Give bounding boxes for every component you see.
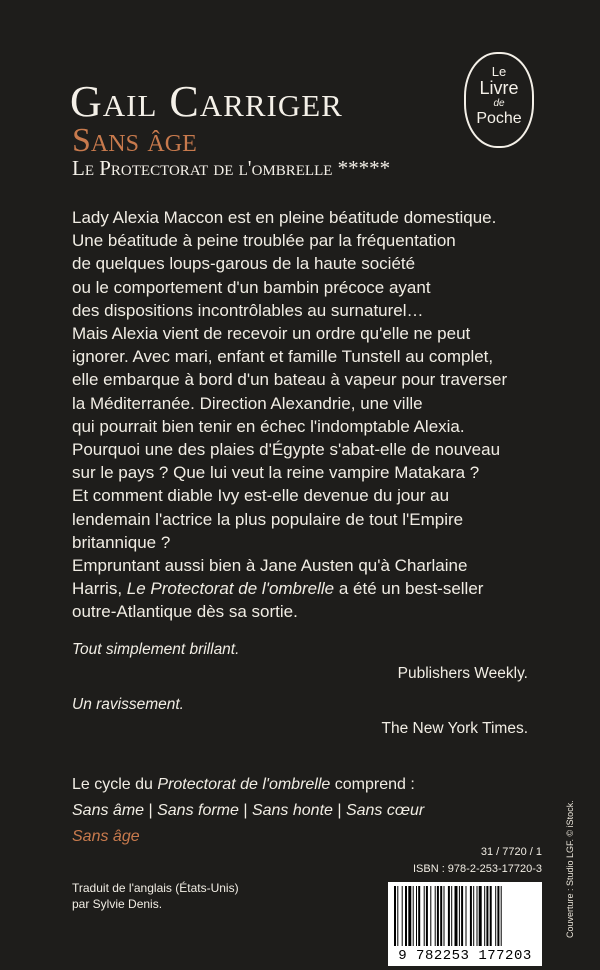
cycle-title: Sans honte xyxy=(251,802,333,819)
barcode-bar xyxy=(459,886,460,946)
isbn-code: ISBN : 978-2-253-17720-3 xyxy=(412,863,542,875)
isbn-barcode xyxy=(388,882,542,966)
barcode-bar xyxy=(473,886,474,946)
blurb-paragraph-2 xyxy=(72,322,542,554)
blurb-line: Et comment diable Ivy est-elle devenue du jour au xyxy=(72,486,450,506)
series-title: Le Protectorat de l'ombrelle ***** xyxy=(72,156,391,180)
blurb-line: de quelques loups-garous de la haute société xyxy=(72,254,416,274)
book-title: Sans âge xyxy=(72,122,197,159)
blurb-line: Harris, xyxy=(72,579,127,599)
cycle-intro-end: comprend : xyxy=(330,776,415,793)
translator-line: Traduit de l'anglais (États-Unis) xyxy=(72,881,239,895)
barcode-bar xyxy=(402,886,403,946)
barcode-bar xyxy=(470,886,472,946)
review-quote: Un ravissement. xyxy=(72,696,184,713)
barcode-bar xyxy=(479,886,482,946)
blurb-paragraph-3 xyxy=(72,554,542,624)
barcode-bar xyxy=(408,886,411,946)
translator-line: par Sylvie Denis. xyxy=(72,897,163,911)
barcode-bar xyxy=(484,886,485,946)
cycle-separator: | xyxy=(332,802,346,819)
barcode-bar xyxy=(426,886,428,946)
barcode-bar xyxy=(497,886,499,946)
blurb-line: a été un best-seller xyxy=(334,579,484,599)
blurb-line: Pourquoi une des plaies d'Égypte s'abat-elle de nouveau xyxy=(72,440,501,460)
catalog-codes xyxy=(413,844,542,878)
blurb-line: la Méditerranée. Direction Alexandrie, une ville xyxy=(72,393,423,413)
cycle-title: Sans âme xyxy=(72,802,145,819)
barcode-bar xyxy=(455,886,458,946)
author-name: Gail Carriger xyxy=(70,77,343,126)
barcode-bar xyxy=(424,886,425,946)
barcode-bar xyxy=(490,886,492,946)
barcode-bars xyxy=(394,886,536,946)
cycle-list xyxy=(72,772,424,850)
blurb-line: lendemain l'actrice la plus populaire de tout l'Empire xyxy=(72,509,464,529)
barcode-bar xyxy=(394,886,396,946)
review-quote: Tout simplement brillant. xyxy=(72,641,240,658)
barcode-bar xyxy=(418,886,420,946)
blurb-line: des dispositions incontrôlables au surnaturel… xyxy=(72,300,424,320)
barcode-bar xyxy=(437,886,439,946)
blurb-line: outre-Atlantique dès sa sortie. xyxy=(72,602,298,622)
barcode-bar xyxy=(405,886,407,946)
barcode-bar xyxy=(451,886,452,946)
cycle-title: Sans cœur xyxy=(345,802,425,819)
cycle-separator: | xyxy=(238,802,252,819)
barcode-bar xyxy=(397,886,398,946)
blurb-line: ignorer. Avec mari, enfant et famille Tunstell au complet, xyxy=(72,347,494,367)
barcode-bar xyxy=(430,886,431,946)
barcode-bar xyxy=(413,886,414,946)
translator-credit xyxy=(72,880,239,912)
blurb-line: Une béatitude à peine troublée par la fréquentation xyxy=(72,231,456,251)
barcode-bar xyxy=(466,886,467,946)
cycle-intro: Le cycle du xyxy=(72,776,158,793)
reference-code: 31 / 7720 / 1 xyxy=(480,846,542,858)
barcode-bar xyxy=(461,886,463,946)
blurb-line: elle embarque à bord d'un bateau à vapeur pour traverser xyxy=(72,370,508,390)
cover-credit: Couverture : Studio LGF. © iStock. xyxy=(565,800,575,938)
barcode-bar xyxy=(448,886,450,946)
review-source: Publishers Weekly. xyxy=(397,665,528,682)
barcode-bar xyxy=(486,886,488,946)
blurb-paragraph-1 xyxy=(72,206,542,322)
logo-line-3: de xyxy=(493,98,505,109)
blurb-line: qui pourrait bien tenir en échec l'indomptable Alexia. xyxy=(72,416,465,436)
cycle-current-title: Sans âge xyxy=(72,828,140,845)
logo-line-2: Livre xyxy=(479,78,519,98)
back-cover-blurb xyxy=(72,206,542,624)
cycle-separator: | xyxy=(144,802,158,819)
blurb-line: Mais Alexia vient de recevoir un ordre qu'elle ne peut xyxy=(72,324,471,344)
blurb-line: sur le pays ? Que lui veut la reine vampire Matakara ? xyxy=(72,463,480,483)
series-name-italic: Le Protectorat de l'ombrelle xyxy=(126,579,335,599)
barcode-bar xyxy=(444,886,445,946)
barcode-bar xyxy=(495,886,496,946)
blurb-line: ou le comportement d'un bambin précoce ayant xyxy=(72,277,431,297)
cycle-series-italic: Protectorat de l'ombrelle xyxy=(157,776,331,793)
barcode-bar xyxy=(477,886,478,946)
publisher-logo xyxy=(464,52,534,148)
barcode-bar xyxy=(435,886,436,946)
logo-line-1: Le xyxy=(491,64,507,79)
blurb-line: britannique ? xyxy=(72,532,171,552)
review-source: The New York Times. xyxy=(381,720,528,737)
cycle-title: Sans forme xyxy=(157,802,239,819)
barcode-bar xyxy=(416,886,417,946)
blurb-line: Lady Alexia Maccon est en pleine béatitude domestique. xyxy=(72,208,497,227)
barcode-bar xyxy=(440,886,442,946)
barcode-digits: 9 782253 177203 xyxy=(398,948,532,964)
barcode-bar xyxy=(501,886,502,946)
logo-line-4: Poche xyxy=(476,110,522,127)
blurb-line: Empruntant aussi bien à Jane Austen qu'à Charlaine xyxy=(72,556,468,576)
